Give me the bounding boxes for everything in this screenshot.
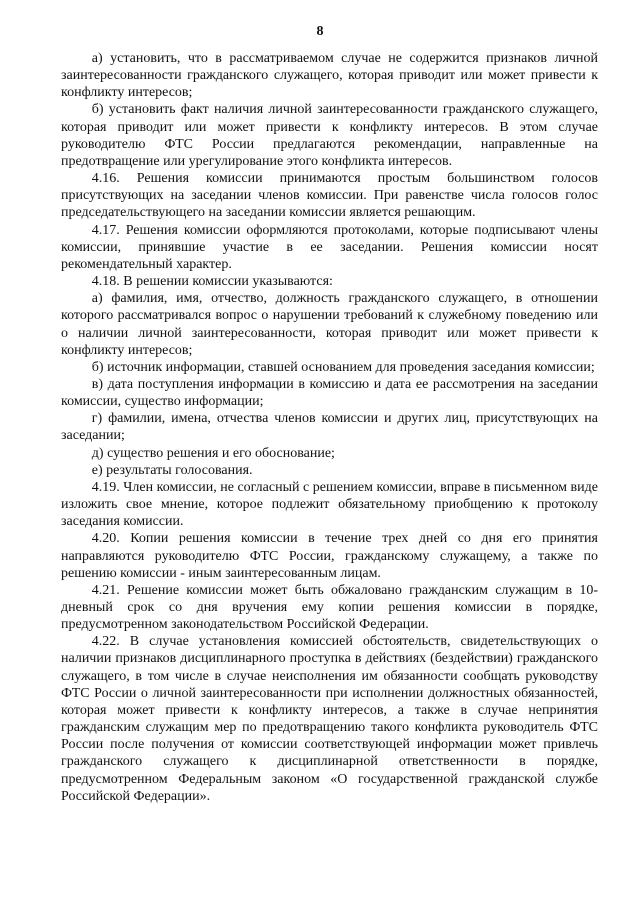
paragraph-4-19: 4.19. Член комиссии, не согласный с решением комиссии, вправе в письменном виде изложить свое мнение, которое подлежит обязательному приобщению к протоколу заседания комиссии.	[61, 479, 598, 530]
paragraph-4-18-b: б) источник информации, ставшей основанием для проведения заседания комиссии;	[91, 359, 595, 375]
paragraph-4-18: 4.18. В решении комиссии указываются:	[91, 274, 333, 290]
paragraph-4-15-a: а) установить, что в рассматриваемом случае не содержится признаков личной заинтересованности гражданского служащего, которая приводит или может привести к конфликту интересов;	[61, 51, 598, 101]
paragraph-4-17: 4.17. Решения комиссии оформляются протоколами, которые подписывают члены комиссии, принявшие участие в ее заседании. Решения комиссии носят рекомендательный характер.	[61, 222, 598, 272]
paragraph-4-18-e: е) результаты голосования.	[91, 462, 253, 478]
paragraph-4-18-v: в) дата поступления информации в комиссию и дата ее рассмотрения на заседании комиссии, существо информации;	[61, 376, 598, 410]
paragraph-4-16: 4.16. Решения комиссии принимаются простым большинством голосов присутствующих на заседании членов комиссии. При равенстве числа голосов голос председательствующего на заседании комиссии является решающим.	[61, 171, 598, 221]
paragraph-4-18-a: а) фамилия, имя, отчество, должность гражданского служащего, в отношении которого рассматривался вопрос о нарушении требований к служебному поведению или о наличии личной заинтересованности, которая приводит или может привести к конфликту интересов;	[61, 291, 598, 358]
paragraph-4-15-b: б) установить факт наличия личной заинтересованности гражданского служащего, которая приводит или может привести к конфликту интересов. В этом случае руководителю ФТС России предлагаются рекомендации, направленные на предотвращение или урегулирование этого конфликта интересов.	[61, 102, 598, 169]
paragraph-4-22: 4.22. В случае установления комиссией обстоятельств, свидетельствующих о наличии признаков дисциплинарного проступка в действиях (бездействии) гражданского служащего, в том числе в случае неисполнения им обязанности сообщать руководству ФТС России о личной заинтересованности при исполнении должностных обязанностей, которая может привести к конфликту интересов, а также в случае непринятия гражданским служащим мер по предотвращению такого конфликта руководитель ФТС России после получения от комиссии соответствующей информации может привлечь гражданского служащего к дисциплинарной ответственности в порядке, предусмотренном Федеральным законом «О государственной гражданской службе Российской Федерации».	[61, 634, 598, 804]
paragraph-4-18-g: г) фамилии, имена, отчества членов комиссии и других лиц, присутствующих на заседании;	[61, 411, 598, 444]
paragraph-4-20: 4.20. Копии решения комиссии в течение трех дней со дня его принятия направляются руководителю ФТС России, гражданскому служащему, а также по решению комиссии - иным заинтересованным лицам.	[61, 531, 598, 581]
document-body	[61, 50, 598, 805]
page-number: 8	[316, 24, 324, 39]
paragraph-4-21: 4.21. Решение комиссии может быть обжаловано гражданским служащим в 10-дневный срок со дня вручения ему копии решения комиссии в порядке, предусмотренном законодательством Российской Федерации.	[61, 582, 598, 633]
paragraph-4-18-d: д) существо решения и его обоснование;	[91, 445, 335, 461]
